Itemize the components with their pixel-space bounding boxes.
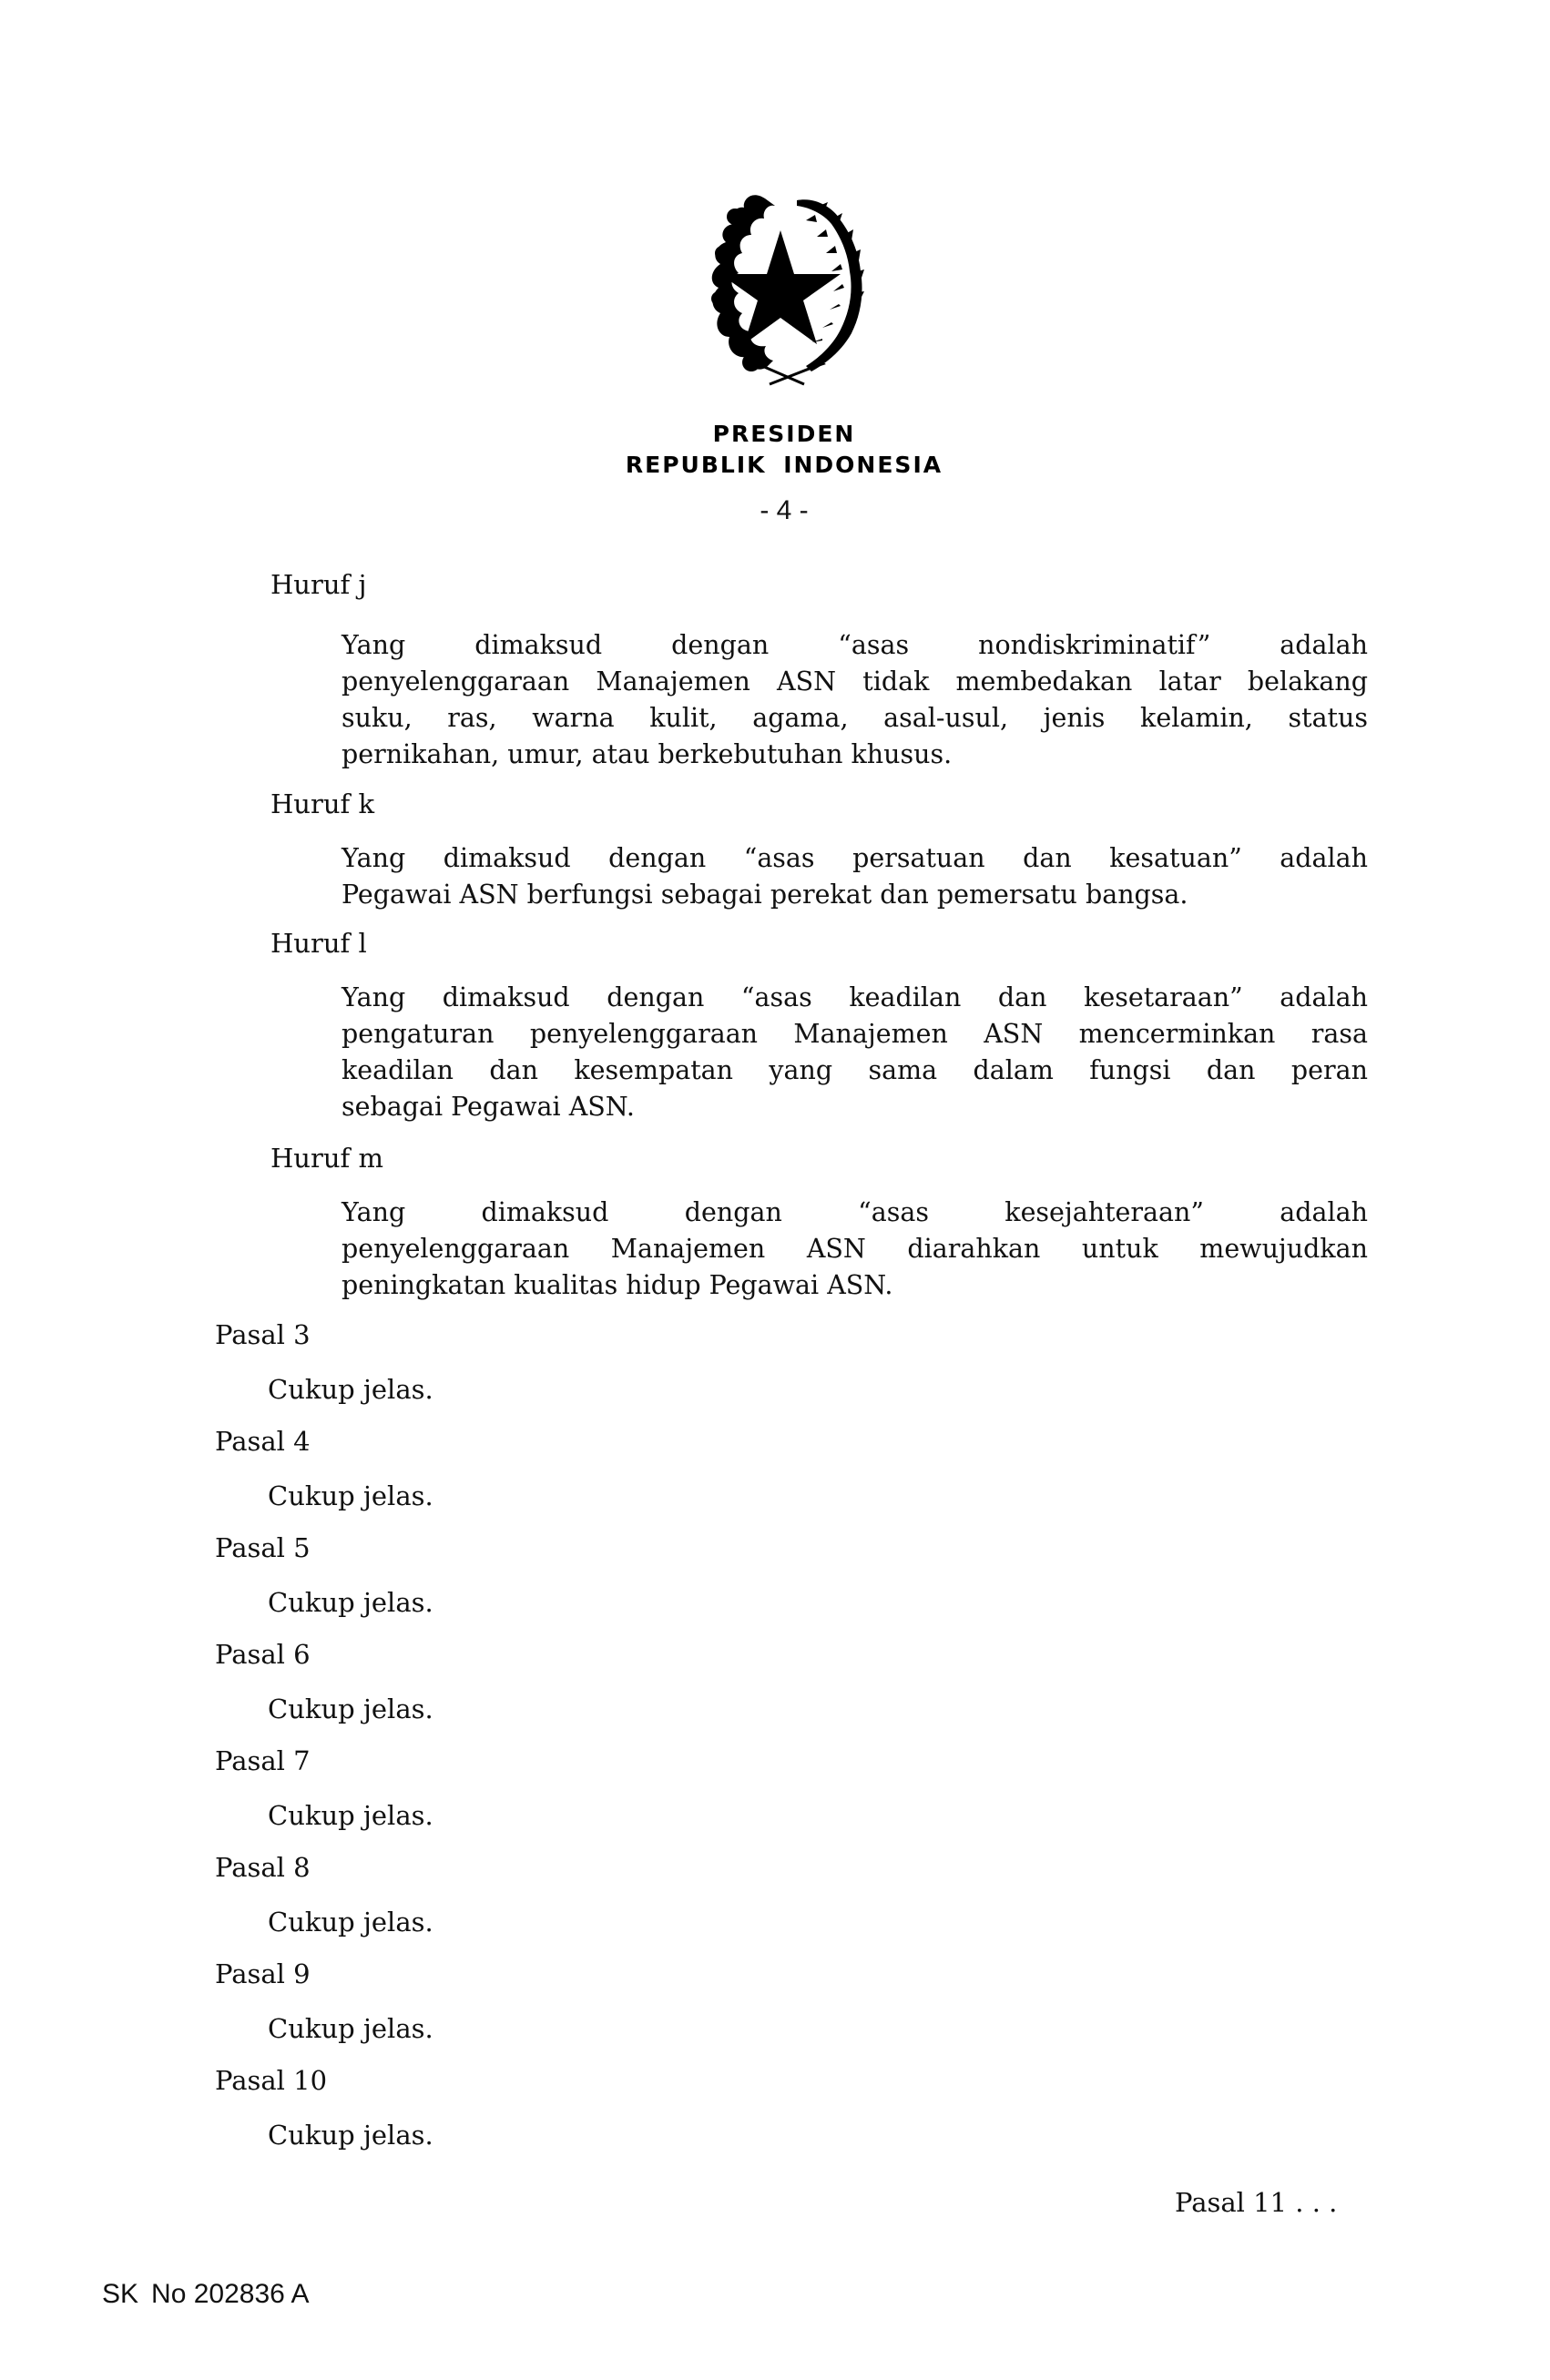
pasal-label: Pasal 7 — [215, 1745, 311, 1776]
paragraph-line: keadilan dan kesempatan yang sama dalam fungsi dan peran — [342, 1055, 1368, 1085]
continuation-marker: Pasal 11 . . . — [1175, 2187, 1338, 2218]
paragraph-line: Yang dimaksud dengan “asas kesejahteraan” adalah — [342, 1197, 1368, 1227]
document-code — [102, 2276, 310, 2313]
huruf-paragraph — [342, 1195, 1368, 1304]
paragraph-line: penyelenggaraan Manajemen ASN diarahkan untuk mewujudkan — [342, 1234, 1368, 1264]
pasal-label: Pasal 3 — [215, 1319, 311, 1350]
huruf-paragraph — [342, 980, 1368, 1125]
paragraph-line: Yang dimaksud dengan “asas nondiskriminatif” adalah — [342, 630, 1368, 660]
pasal-explanation: Cukup jelas. — [268, 1587, 433, 1618]
presidential-emblem-icon — [678, 180, 883, 388]
pasal-label: Pasal 6 — [215, 1639, 311, 1670]
pasal-explanation: Cukup jelas. — [268, 1480, 433, 1511]
paragraph-line: Pegawai ASN berfungsi sebagai perekat dan pemersatu bangsa. — [342, 880, 1188, 910]
paragraph-line: Yang dimaksud dengan “asas persatuan dan kesatuan” adalah — [342, 843, 1368, 873]
paragraph-line: pernikahan, umur, atau berkebutuhan khusus. — [342, 739, 953, 769]
huruf-label: Huruf l — [270, 928, 367, 959]
pasal-explanation: Cukup jelas. — [268, 1907, 433, 1938]
paragraph-line: pengaturan penyelenggaraan Manajemen ASN mencerminkan rasa — [342, 1019, 1368, 1049]
pasal-label: Pasal 4 — [215, 1426, 311, 1457]
pasal-explanation: Cukup jelas. — [268, 1374, 433, 1405]
ribbon-icon — [762, 366, 811, 384]
document-code-number: No 202836 A — [151, 2279, 310, 2309]
pasal-label: Pasal 8 — [215, 1852, 311, 1883]
pasal-label: Pasal 5 — [215, 1532, 311, 1563]
huruf-paragraph — [342, 627, 1368, 773]
header-title-republik: REPUBLIK INDONESIA — [625, 452, 943, 478]
huruf-label: Huruf k — [270, 788, 375, 819]
pasal-explanation: Cukup jelas. — [268, 1693, 433, 1724]
header-title-presiden: PRESIDEN — [712, 421, 856, 447]
paragraph-line: Yang dimaksud dengan “asas keadilan dan kesetaraan” adalah — [342, 982, 1368, 1012]
page-number: - 4 - — [760, 495, 809, 525]
pasal-explanation: Cukup jelas. — [268, 2120, 433, 2151]
pasal-label: Pasal 10 — [215, 2065, 328, 2096]
huruf-paragraph — [342, 840, 1368, 913]
paragraph-line: peningkatan kualitas hidup Pegawai ASN. — [342, 1270, 893, 1300]
pasal-label: Pasal 9 — [215, 1958, 311, 1989]
document-code-prefix: SK — [102, 2279, 139, 2309]
pasal-explanation: Cukup jelas. — [268, 1800, 433, 1831]
paragraph-line: penyelenggaraan Manajemen ASN tidak membedakan latar belakang — [342, 666, 1368, 697]
paragraph-line: suku, ras, warna kulit, agama, asal-usul, jenis kelamin, status — [342, 703, 1368, 733]
huruf-label: Huruf j — [270, 569, 367, 600]
huruf-label: Huruf m — [270, 1143, 383, 1174]
pasal-explanation: Cukup jelas. — [268, 2013, 433, 2044]
paragraph-line: sebagai Pegawai ASN. — [342, 1092, 635, 1122]
